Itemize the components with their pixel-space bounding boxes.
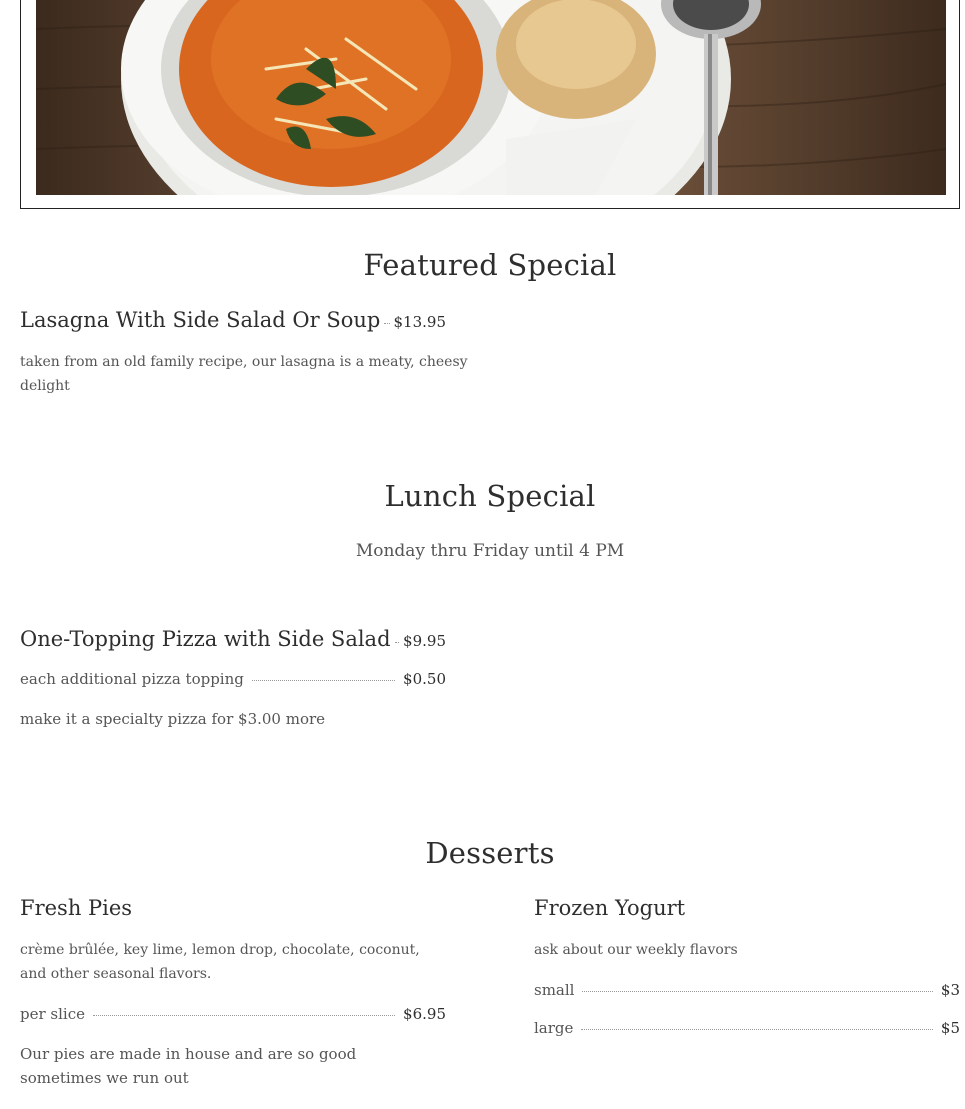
option-price: $3 — [940, 981, 960, 999]
dot-leader — [581, 1029, 933, 1030]
soup-photo — [36, 0, 946, 195]
option-name: per slice — [20, 1005, 85, 1023]
menu-option-row — [534, 1019, 960, 1037]
lunch-special-subtitle: Monday thru Friday until 4 PM — [355, 541, 625, 561]
option-name: large — [534, 1019, 574, 1037]
fresh-pies-title: Fresh Pies — [20, 896, 133, 920]
option-name: each additional pizza topping — [20, 670, 244, 688]
dot-leader — [252, 680, 395, 681]
option-price: $6.95 — [403, 1005, 446, 1023]
option-price: $5 — [940, 1019, 960, 1037]
dot-leader — [93, 1015, 395, 1016]
fresh-pies-description: crème brûlée, key lime, lemon drop, chocolate, coconut, and other seasonal flavors. — [20, 942, 420, 982]
lunch-special-title: Lunch Special — [384, 479, 596, 513]
dot-leader — [395, 642, 400, 643]
desserts-title: Desserts — [425, 836, 555, 870]
menu-item-name: One-Topping Pizza with Side Salad — [20, 627, 391, 651]
fresh-pies-note: Our pies are made in house and are so good sometimes we run out — [20, 1045, 357, 1087]
menu-option-row — [20, 670, 446, 688]
frozen-yogurt-title: Frozen Yogurt — [534, 896, 686, 920]
option-name: small — [534, 981, 575, 999]
menu-item-row — [20, 308, 446, 332]
menu-item-description: taken from an old family recipe, our lasagna is a meaty, cheesy delight — [20, 354, 468, 394]
lunch-note: make it a specialty pizza for $3.00 more — [20, 710, 326, 728]
menu-item-price: $13.95 — [393, 313, 446, 331]
dot-leader — [384, 323, 389, 324]
hero-image-frame — [20, 0, 960, 209]
menu-item-price: $9.95 — [403, 632, 446, 650]
featured-special-title: Featured Special — [363, 248, 617, 282]
option-price: $0.50 — [403, 670, 446, 688]
frozen-yogurt-description: ask about our weekly flavors — [534, 942, 738, 958]
menu-option-row — [534, 981, 960, 999]
menu-item-row — [20, 627, 446, 651]
dot-leader — [582, 991, 932, 992]
menu-option-row — [20, 1005, 446, 1023]
menu-item-name: Lasagna With Side Salad Or Soup — [20, 308, 381, 332]
